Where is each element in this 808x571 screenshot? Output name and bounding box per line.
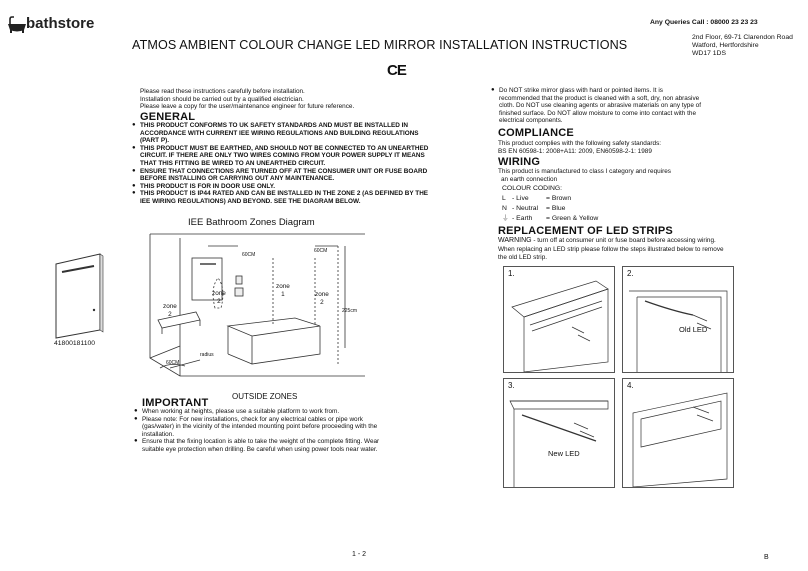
step-1-illustration: [504, 267, 614, 372]
logo: [6, 14, 116, 36]
important-item: ● When working at heights, please use a suitable platform to work from.: [134, 408, 396, 416]
queries-line: Any Queries Call : 08000 23 23 23: [650, 19, 758, 26]
intro-text: Please read these instructions carefully before installation. Installation should be carried out by a qualified electrician. Please leave a copy for the user/maintenance engineer for future reference.: [140, 88, 355, 111]
wiring-text: This product is manufactured to class I category and requires an earth connection: [498, 168, 671, 183]
colour-coding-label: COLOUR CODING:: [502, 185, 563, 192]
dim-60cm-floor: 60CM: [166, 360, 180, 366]
replacement-text: When replacing an LED strip please follow the steps illustrated below to remove the old LED strip.: [498, 246, 724, 261]
earth-icon: ⏚: [502, 215, 509, 222]
general-item: ● THIS PRODUCT IS IP44 RATED AND CAN BE INSTALLED IN THE ZONE 2 (AS DEFINED BY THE IEE WIRING REGULATIONS) AND BEYOND. SEE THE DIAGRAM BELOW.: [132, 190, 432, 205]
important-item: ● Please note: For new installations, check for any electrical cables or pipe work (gas/water) in the vicinity of the intended mounting point before proceeding with the installation.: [134, 416, 396, 439]
general-item: ● THIS PRODUCT MUST BE EARTHED, AND SHOULD NOT BE CONNECTED TO AN UNEARTHED CIRCUIT. IF THERE ARE ONLY TWO WIRES COMING FROM YOUR POWER SUPPLY IT MEANS THAT THIS FITTING BE WIRED TO AN UNEARTHED CIRCUIT.: [132, 145, 432, 168]
mirror-product-illustration: [48, 250, 108, 340]
care-note: ● Do NOT strike mirror glass with hard or pointed items. It is recommended that the product is cleaned with a soft, dry, non abrasive cloth. Do NOT use cleaning agents or abrasive materials on any type of finished surface. Do NOT allow moisture to come into contact with the electrical components.: [491, 87, 701, 125]
bath-icon: [6, 16, 28, 34]
colour-coding-table: L - Live = Brown N - Neutral = Blue ⏚ - Earth = Green & Yellow: [502, 195, 598, 225]
ce-mark: CE: [387, 62, 406, 79]
dim-60cm-right: 60CM: [314, 248, 328, 254]
important-heading: IMPORTANT: [142, 397, 209, 409]
dim-225cm: 225cm: [342, 308, 358, 314]
outside-zones-label: OUTSIDE ZONES: [232, 392, 298, 401]
dim-60cm-top: 60CM: [242, 252, 256, 258]
step-3-illustration: [504, 379, 614, 487]
compliance-text: This product complies with the following safety standards: BS EN 60598-1: 2008+A11: 2009, EN60598-2-1: 1989: [498, 140, 662, 155]
old-led-label: Old LED: [679, 325, 708, 334]
address: 2nd Floor, 69-71 Clarendon Road Watford, Hertfordshire WD17 1DS: [692, 34, 793, 57]
zone-1-label: zone 1: [276, 283, 290, 298]
page-number: 1 - 2: [352, 551, 367, 558]
zones-diagram-title: IEE Bathroom Zones Diagram: [188, 217, 315, 228]
step-4-panel: 4.: [622, 378, 734, 488]
zone-2-mid-label: zone 2: [212, 290, 226, 305]
step-2-illustration: [623, 267, 733, 372]
warning-line: WARNING - turn off at consumer unit or fuse board before accessing wiring.: [498, 237, 716, 244]
zone-2-right-label: zone 2: [315, 291, 329, 306]
general-item: ● THIS PRODUCT CONFORMS TO UK SAFETY STANDARDS AND MUST BE INSTALLED IN ACCORDANCE WITH CURRENT IEE WIRING REGULATIONS AND BUILDING REGULATIONS (PART P).: [132, 122, 432, 145]
step-3-panel: 3. New LED: [503, 378, 615, 488]
zone-2-left-label: zone 2: [163, 303, 177, 318]
step-4-illustration: [623, 379, 733, 487]
revision: B: [764, 554, 769, 561]
important-list: [134, 408, 396, 454]
dim-radius: radius: [200, 352, 214, 358]
page-title: ATMOS AMBIENT COLOUR CHANGE LED MIRROR INSTALLATION INSTRUCTIONS: [132, 38, 628, 52]
wiring-heading: WIRING: [498, 156, 541, 168]
important-item: ● Ensure that the fixing location is able to take the weight of the complete fitting. Wear suitable eye protection when drilling. Be careful when using power tools near water.: [134, 438, 396, 453]
compliance-heading: COMPLIANCE: [498, 127, 574, 139]
replacement-heading: REPLACEMENT OF LED STRIPS: [498, 225, 673, 237]
product-code: 41800181100: [54, 340, 96, 347]
new-led-label: New LED: [548, 449, 580, 458]
general-item: ● THIS PRODUCT IS FOR IN DOOR USE ONLY.: [132, 183, 432, 191]
general-heading: GENERAL: [140, 111, 196, 123]
logo-text: bathstore: [26, 15, 95, 32]
general-item: ● ENSURE THAT CONNECTIONS ARE TURNED OFF AT THE CONSUMER UNIT OR FUSE BOARD BEFORE INSTALLING OR CARRYING OUT ANY MAINTENANCE.: [132, 168, 432, 183]
general-list: [132, 122, 432, 206]
step-2-panel: 2. Old LED: [622, 266, 734, 373]
step-1-panel: 1.: [503, 266, 615, 373]
